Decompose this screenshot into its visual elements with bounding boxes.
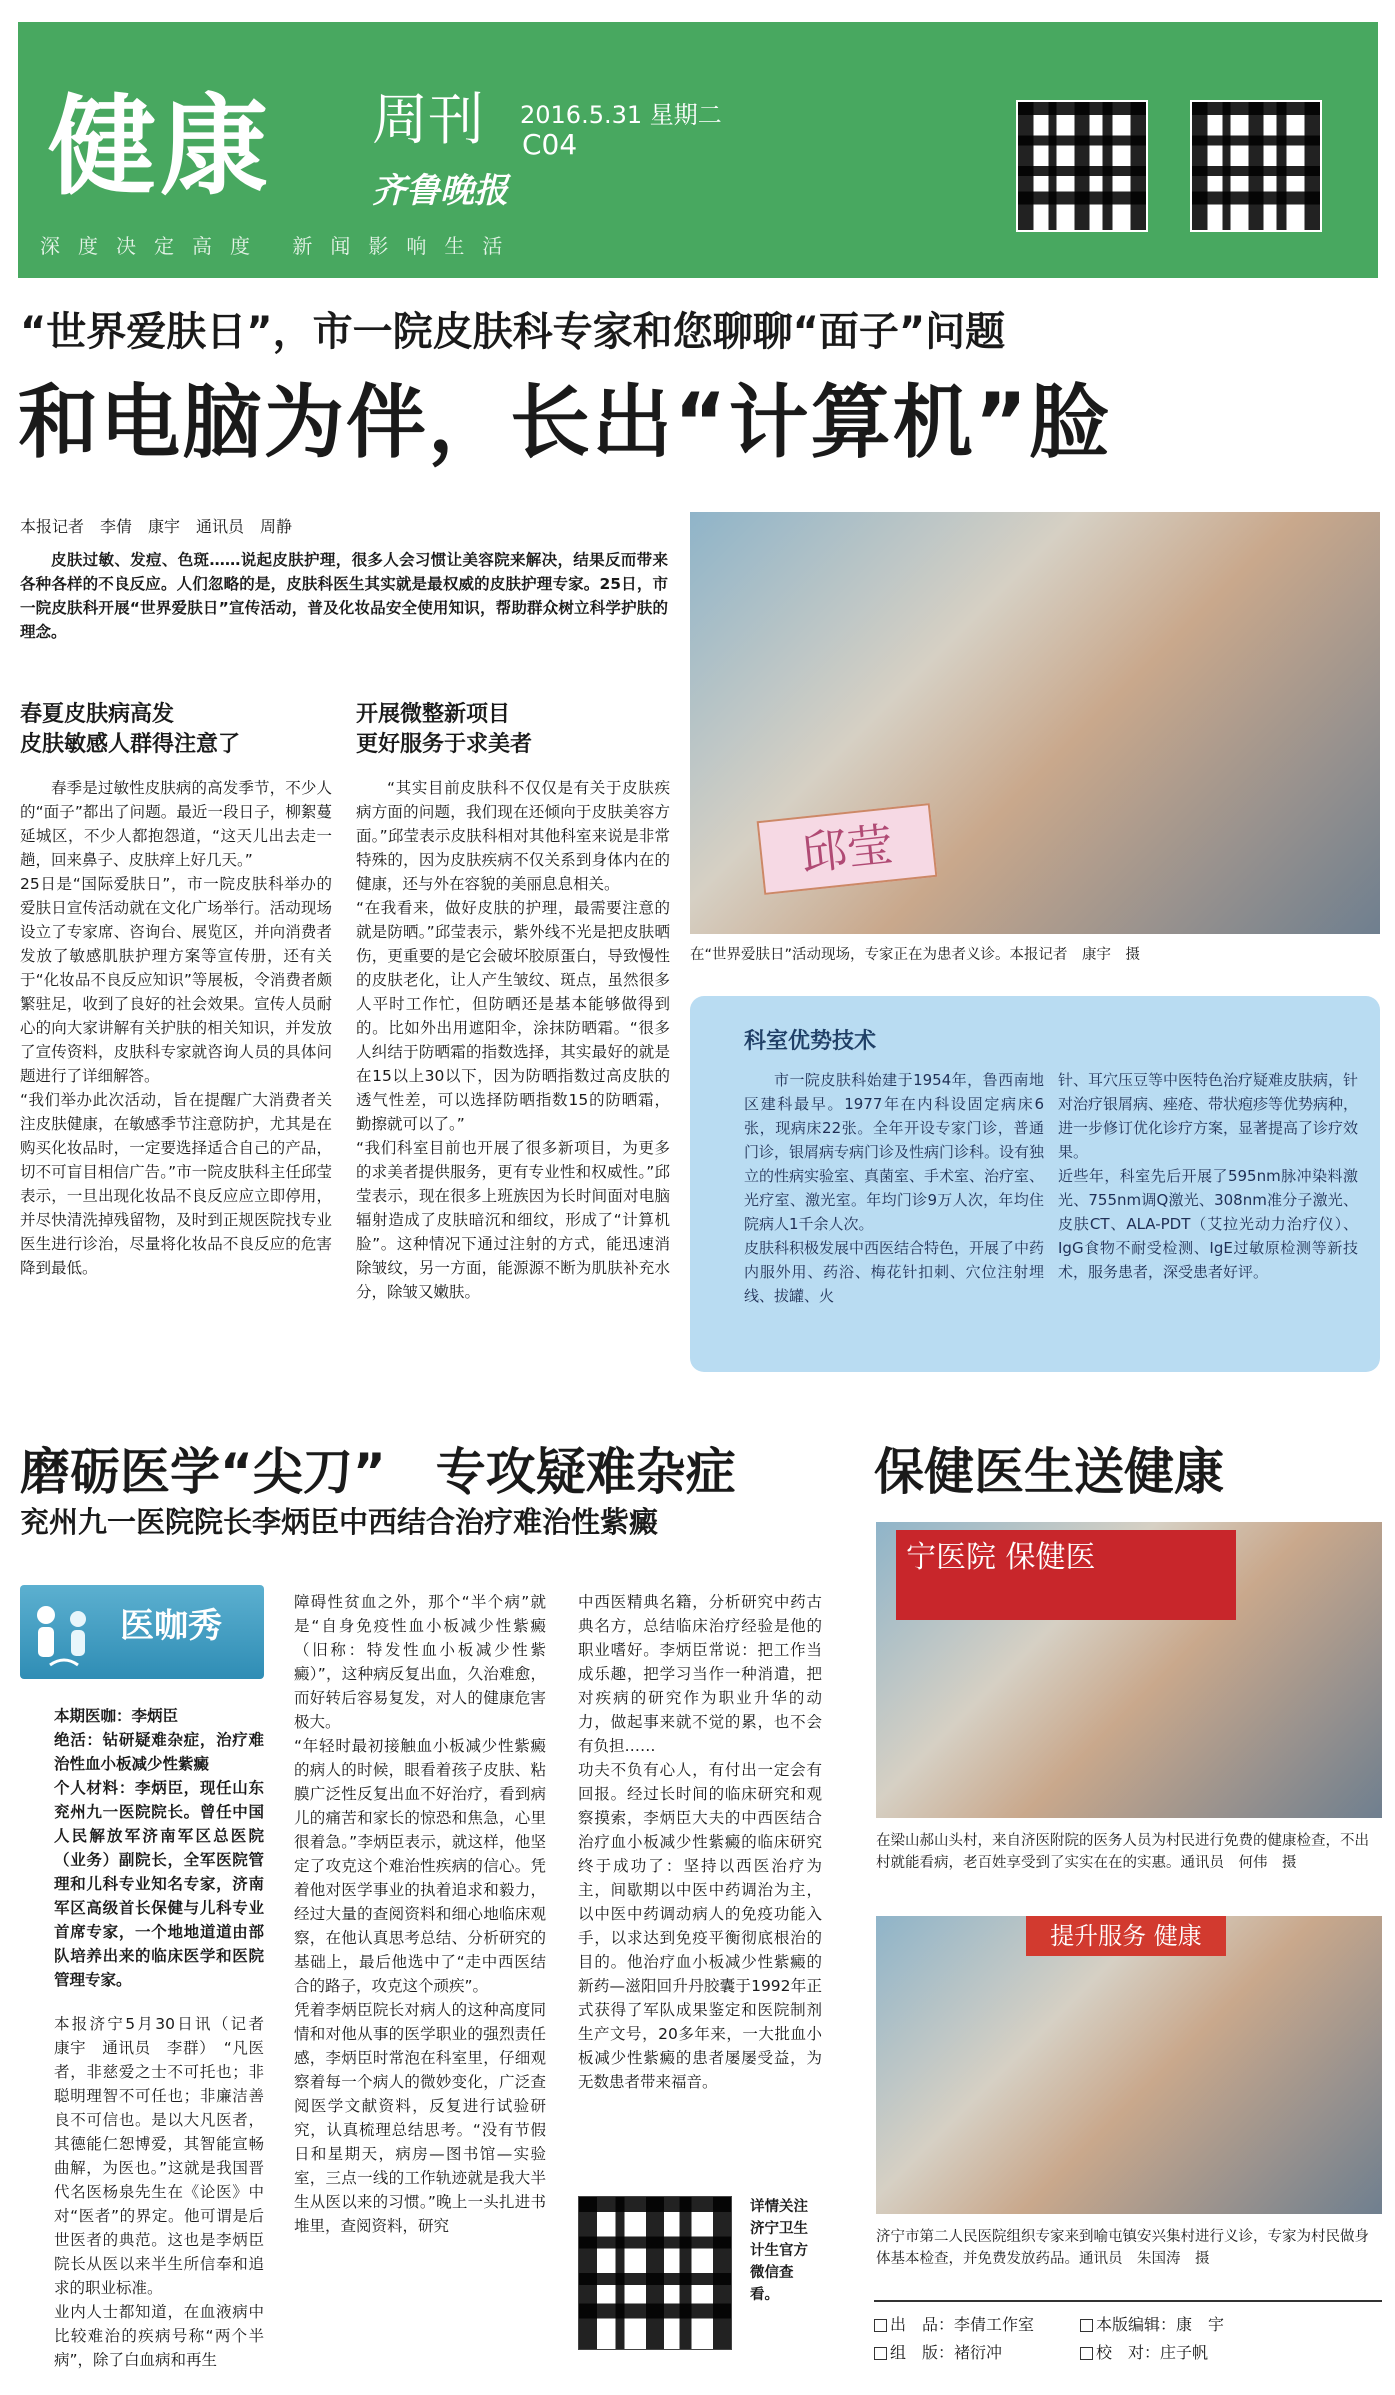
footer-proofreader-text: 校 对：庄子帆	[1096, 2343, 1209, 2362]
issue-date: 2016.5.31 星期二	[520, 101, 722, 129]
masthead-weekly: 周刊	[372, 88, 484, 153]
qr-note: 详情关注济宁卫生计生官方微信查看。	[750, 2199, 808, 2303]
footer-layout	[874, 2340, 1002, 2363]
health-caption-1: 在梁山郝山头村，来自济医附院的医务人员为村民进行免费的健康检查，不出村就能看病，老百姓享受到了实实在在的实惠。通讯员 何伟 摄	[876, 1833, 1369, 1871]
advantage-right: 针、耳穴压豆等中医特色治疗疑难皮肤病，针对治疗银屑病、痤疮、带状疱疹等优势病种，进一步修订优化诊疗方案，显著提高了诊疗效果。 近些年，科室先后开展了595nm脉冲染料激光、755nm调Q激光、308nm准分子激光、皮肤CT、ALA-PDT（艾拉光动力治疗仪）、IgG食物不耐受检测、IgE过敏原检测等新技术，服务患者，深受患者好评。	[1058, 1071, 1359, 1281]
health-title: 保健医生送健康	[874, 1443, 1224, 1501]
health-photo-1	[876, 1522, 1382, 1818]
lead-kicker: “世界爱肤日”，市一院皮肤科专家和您聊聊“面子”问题	[20, 309, 1006, 355]
footer-editor-text: 本版编辑：康 宇	[1096, 2315, 1225, 2334]
footer-editor	[1080, 2312, 1224, 2335]
masthead-slogan: 深度决定高度 新闻影响生活	[40, 234, 521, 258]
col2-text: “其实目前皮肤科不仅仅是有关于皮肤疾病方面的问题，我们现在还倾向于皮肤美容方面。”邱莹表示皮肤科相对其他科室来说是非常特殊的，因为皮肤疾病不仅关系到身体内在的健康，还与外在容貌的美丽息息相关。 “在我看来，做好皮肤的护理，最需要注意的就是防晒。”邱莹表示，紫外线不光是把皮肤晒伤，更重要的是它会破坏胶原蛋白，导致慢性的皮肤老化，让人产生皱纹、斑点，虽然很多人平时工作忙，但防晒还是基本能够做得到的。比如外出用遮阳伞，涂抹防晒霜。“很多人纠结于防晒霜的指数选择，其实最好的就是在15以上30以下，因为防晒指数过高皮肤的透气性差，可以选择防晒指数15的防晒霜，勤擦就可以了。” “我们科室目前也开展了很多新项目，为更多的求美者提供服务，更有专业性和权威性。”邱莹表示，现在很多上班族因为长时间面对电脑辐射造成了皮肤暗沉和细纹，形成了“计算机脸”。这种情况下通过注射的方式，能迅速消除皱纹，另一方面，能源源不断为肌肤补充水分，除皱又嫩肤。	[356, 779, 670, 1301]
lead-byline: 本报记者 李倩 康宇 通讯员 周静	[20, 517, 293, 536]
checkbox-icon	[874, 2347, 887, 2360]
col1-subhead: 春夏皮肤病高发 皮肤敏感人群得注意了	[20, 702, 241, 757]
checkbox-icon	[1080, 2347, 1093, 2360]
qr-code-icon[interactable]	[1190, 100, 1322, 232]
newspaper-name: 齐鲁晚报	[372, 171, 508, 211]
advantage-left: 市一院皮肤科始建于1954年，鲁西南地区建科最早。1977年在内科设固定病床6张，现病床22张。全年开设专家门诊，普通门诊，银屑病专病门诊及性病门诊科。设有独立的性病实验室、真菌室、手术室、治疗室、光疗室、激光室。年均门诊9万人次，年均住院病人1千余人次。 皮肤科积极发展中西医结合特色，开展了中药内服外用、药浴、梅花针扣刺、穴位注射埋线、拔罐、火	[744, 1071, 1045, 1305]
people-icon	[20, 1585, 120, 1679]
footer-divider	[874, 2300, 1382, 2302]
footer-layout-text: 组 版：褚衍冲	[890, 2343, 1003, 2362]
health-photo-2	[876, 1916, 1382, 2214]
feature-col1: 本报济宁5月30日讯（记者 康宇 通讯员 李群） “凡医者，非慈爱之士不可托也；非聪明理智不可任也；非廉洁善良不可信也。是以大凡医者，其德能仁恕博爱，其智能宣畅曲解，为医也。”这就是我国晋代名医杨泉先生在《论医》中对“医者”的界定。他可谓是后世医者的典范。这也是李炳臣院长从医以来半生所信奉和追求的职业标准。 业内人士都知道，在血液病中比较难治的疾病号称“两个半病”，除了白血病和再生	[54, 2015, 264, 2369]
footer-producer-text: 出 品：李倩工作室	[890, 2315, 1035, 2334]
lead-photo	[690, 512, 1380, 934]
profile-intro: 本期医咖：李炳臣 绝活：钻研疑难杂症，治疗难治性血小板减少性紫癜 个人材料：李炳臣，现任山东兖州九一医院院长。曾任中国人民解放军济南军区总医院（业务）副院长，全军医院管理和儿科专业知名专家，济南军区高级首长保健与儿科专业首席专家，一个地地道道由部队培养出来的临床医学和医院管理专家。	[54, 1707, 264, 1989]
health-caption-2: 济宁市第二人民医院组织专家来到喻屯镇安兴集村进行义诊，专家为村民做身体基本检查，并免费发放药品。通讯员 朱国涛 摄	[876, 2229, 1369, 2267]
col1-text: 春季是过敏性皮肤病的高发季节，不少人的“面子”都出了问题。最近一段日子，柳絮蔓延城区，不少人都抱怨道，“这天儿出去走一趟，回来鼻子、皮肤痒上好几天。” 25日是“国际爱肤日”，市一院皮肤科举办的爱肤日宣传活动就在文化广场举行。活动现场设立了专家席、咨询台、展览区，并向消费者发放了敏感肌肤护理方案等宣传册，还有关于“化妆品不良反应知识”等展板，令消费者颇繁驻足，收到了良好的社会效果。宣传人员耐心的向大家讲解有关护肤的相关知识，并发放了宣传资料，皮肤科专家就咨询人员的具体问题进行了详细解答。 “我们举办此次活动，旨在提醒广大消费者关注皮肤健康，在敏感季节注意防护，尤其是在购买化妆品时，一定要选择适合自己的产品，切不可盲目相信广告。”市一院皮肤科主任邱莹表示，一旦出现化妆品不良反应应立即停用，并尽快清洗掉残留物，及时到正规医院找专业医生进行诊治，尽量将化妆品不良反应的危害降到最低。	[20, 779, 332, 1277]
wechat-qr-icon[interactable]	[578, 2196, 732, 2350]
photo-name-sign: 邱莹	[757, 803, 938, 895]
feature-subtitle: 兖州九一医院院长李炳臣中西结合治疗难治性紫癜	[20, 1505, 659, 1539]
photo-banner-1: 宁医院 保健医	[896, 1530, 1236, 1620]
feature-title: 磨砺医学“尖刀” 专攻疑难杂症	[20, 1443, 736, 1501]
feature-col2: 障碍性贫血之外，那个“半个病”就是“自身免疫性血小板减少性紫癜（旧称：特发性血小板减少性紫癜）”，这种病反复出血，久治难愈，而好转后容易复发，对人的健康危害极大。 “年轻时最初接触血小板减少性紫癜的病人的时候，眼看着孩子皮肤、粘膜广泛性反复出血不好治疗，看到病儿的痛苦和家长的惊恐和焦急，心里很着急。”李炳臣表示，就这样，他坚定了攻克这个难治性疾病的信心。凭着他对医学事业的执着追求和毅力，经过大量的查阅资料和细心地临床观察，在他认真思考总结、分析研究的基础上，最后他选中了“走中西医结合的路子，攻克这个顽疾”。 凭着李炳臣院长对病人的这种高度同情和对他从事的医学职业的强烈责任感，李炳臣时常泡在科室里，仔细观察着每一个病人的微妙变化，广泛查阅医学文献资料，反复进行试验研究，认真梳理总结思考。“没有节假日和星期天，病房—图书馆—实验室，三点一线的工作轨迹就是我大半生从医以来的习惯。”晚上一头扎进书堆里，查阅资料，研究	[294, 1593, 546, 2235]
checkbox-icon	[874, 2319, 887, 2332]
photo-banner-2: 提升服务 健康	[1026, 1916, 1226, 1956]
checkbox-icon	[1080, 2319, 1093, 2332]
page-number: C04	[522, 128, 578, 161]
column-logo-text: 医咖秀	[120, 1606, 222, 1646]
masthead-title: 健康	[48, 85, 273, 210]
lead-headline: 和电脑为伴，长出“计算机”脸	[18, 376, 1112, 469]
lead-intro: 皮肤过敏、发痘、色斑……说起皮肤护理，很多人会习惯让美容院来解决，结果反而带来各种各样的不良反应。人们忽略的是，皮肤科医生其实就是最权威的皮肤护理专家。25日，市一院皮肤科开展“世界爱肤日”宣传活动，普及化妆品安全使用知识，帮助群众树立科学护肤的理念。	[20, 551, 668, 641]
lead-photo-caption: 在“世界爱肤日”活动现场，专家正在为患者义诊。本报记者 康宇 摄	[690, 947, 1141, 963]
col2-subhead: 开展微整新项目 更好服务于求美者	[356, 702, 533, 757]
advantage-title: 科室优势技术	[744, 1029, 877, 1054]
qr-code-icon[interactable]	[1016, 100, 1148, 232]
footer-proofreader	[1080, 2340, 1208, 2363]
footer-producer	[874, 2312, 1034, 2335]
feature-col3: 中西医精典名籍，分析研究中药古典名方，总结临床治疗经验是他的职业嗜好。李炳臣常说：把工作当成乐趣，把学习当作一种消遣，把对疾病的研究作为职业升华的动力，做起事来就不觉的累，也不会有负担…… 功夫不负有心人，有付出一定会有回报。经过长时间的临床研究和观察摸索，李炳臣大夫的中西医结合治疗血小板减少性紫癜的临床研究终于成功了：坚持以西医治疗为主，间歇期以中医中药调治为主，以中医中药调动病人的免疫功能入手，以求达到免疫平衡彻底根治的目的。他治疗血小板减少性紫癜的新药—滋阳回升丹胶囊于1992年正式获得了军队成果鉴定和医院制剂生产文号，20多年来，一大批血小板减少性紫癜的患者屡屡受益，为无数患者带来福音。	[578, 1593, 822, 2091]
